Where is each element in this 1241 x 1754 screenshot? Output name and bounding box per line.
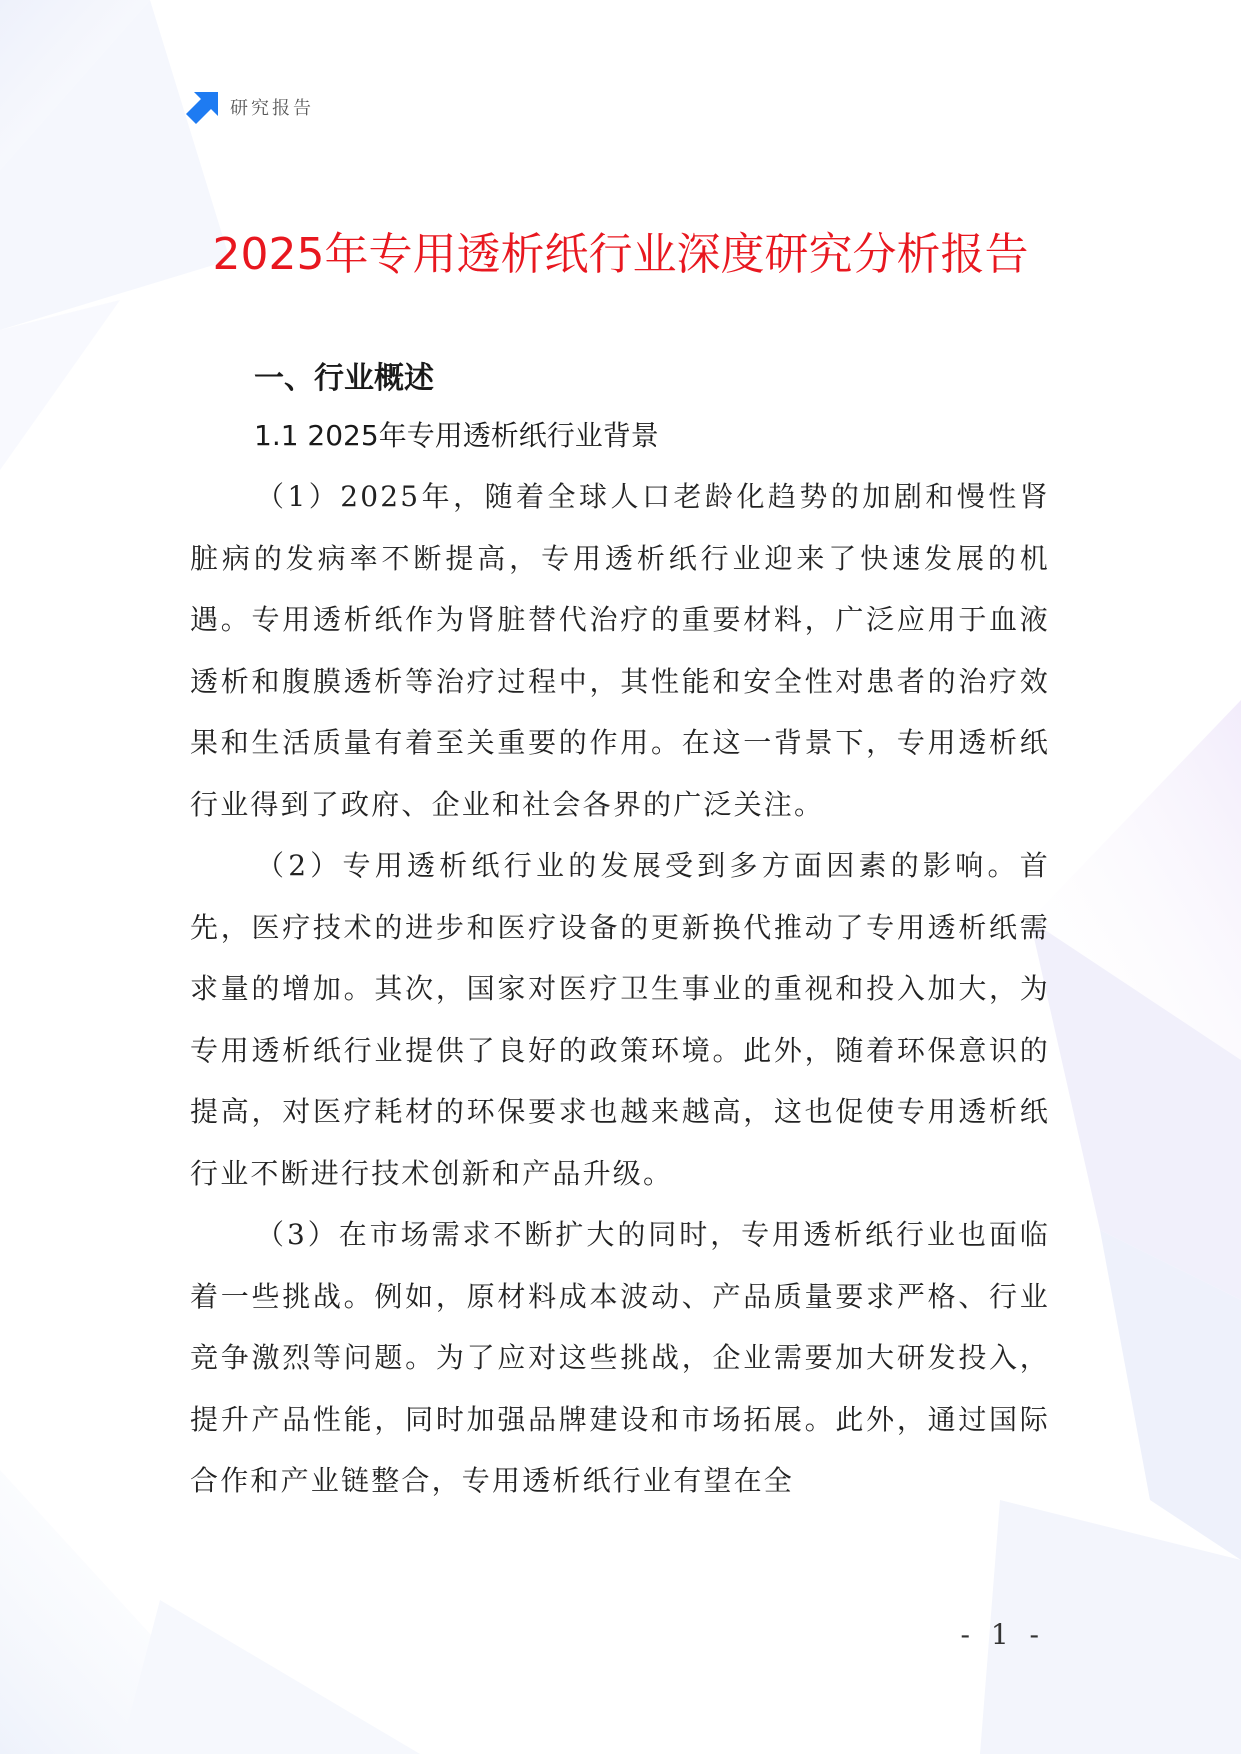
- arrow-up-right-icon: [186, 90, 220, 124]
- paragraph: （1）2025年，随着全球人口老龄化趋势的加剧和慢性肾脏病的发病率不断提高，专用透析纸行业迎来了快速发展的机遇。专用透析纸作为肾脏替代治疗的重要材料，广泛应用于血液透析和腹膜透析等治疗过程中，其性能和安全性对患者的治疗效果和生活质量有着至关重要的作用。在这一背景下，专用透析纸行业得到了政府、企业和社会各界的广泛关注。: [190, 480, 1050, 821]
- page-title: 2025年专用透析纸行业深度研究分析报告: [212, 229, 1029, 280]
- header-label: 研究报告: [230, 98, 314, 119]
- page-number: - 1 -: [960, 1618, 1045, 1651]
- document-body: [190, 352, 1050, 1512]
- report-header: [186, 90, 314, 124]
- section-heading: 一、行业概述: [254, 361, 434, 396]
- paragraph: （3）在市场需求不断扩大的同时，专用透析纸行业也面临着一些挑战。例如，原材料成本波动、产品质量要求严格、行业竞争激烈等问题。为了应对这些挑战，企业需要加大研发投入，提升产品性能，同时加强品牌建设和市场拓展。此外，通过国际合作和产业链整合，专用透析纸行业有望在全: [190, 1218, 1050, 1497]
- section-subheading: 1.1 2025年专用透析纸行业背景: [254, 419, 659, 452]
- paragraph: （2）专用透析纸行业的发展受到多方面因素的影响。首先，医疗技术的进步和医疗设备的更新换代推动了专用透析纸需求量的增加。其次，国家对医疗卫生事业的重视和投入加大，为专用透析纸行业提供了良好的政策环境。此外，随着环保意识的提高，对医疗耗材的环保要求也越来越高，这也促使专用透析纸行业不断进行技术创新和产品升级。: [190, 849, 1050, 1190]
